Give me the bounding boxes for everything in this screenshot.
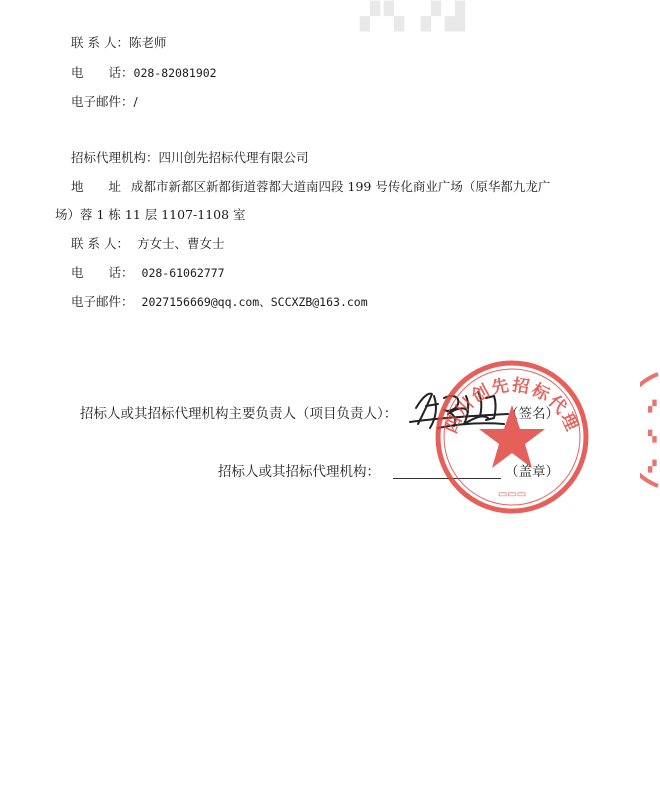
agency-email-value: 2027156669@qq.com、SCCXZB@163.com <box>141 295 368 309</box>
agency-value: 四川创先招标代理有限公司 <box>158 150 309 165</box>
agency-contact-label: 联 系 人： <box>71 236 129 251</box>
agency-email-label: 电子邮件： <box>71 294 134 309</box>
agency-contact-value: 方女士、曹女士 <box>136 236 225 251</box>
contact-person-row <box>71 35 166 51</box>
svg-text:▞: ▞ <box>648 400 657 413</box>
seal-star-icon <box>479 405 545 468</box>
agency-phone-row <box>71 265 225 281</box>
svg-text:▚: ▚ <box>648 430 657 443</box>
seal-label: 招标人或其招标代理机构： <box>218 464 380 480</box>
email-value: / <box>133 94 138 109</box>
agency-label: 招标代理机构： <box>71 150 159 165</box>
principal-signature-row <box>80 405 397 423</box>
agency-phone-label: 电 话： <box>71 265 134 280</box>
phone-value: 028-82081902 <box>133 66 217 80</box>
company-seal <box>432 357 592 517</box>
svg-text:▞: ▞ <box>648 460 657 473</box>
email-row <box>71 94 138 110</box>
address-label: 地 址 <box>71 179 122 194</box>
address-row-continued <box>55 207 246 223</box>
principal-label: 招标人或其招标代理机构主要负责人（项目负责人）： <box>80 406 398 422</box>
agency-row <box>71 150 309 166</box>
seal-bottom-mark: ▭▭▭ <box>497 489 527 500</box>
agency-phone-value: 028-61062777 <box>141 266 225 280</box>
principal-suffix: （签名） <box>505 406 559 422</box>
phone-label: 电 话： <box>71 65 134 80</box>
agency-contact-row <box>71 236 224 252</box>
agency-seal-row <box>218 463 380 481</box>
bleed-through-mark: ▞▚ ▞▟ <box>360 2 470 32</box>
address-value-line1: 成都市新都区新都街道蓉都大道南四段 199 号传化商业广场（原华都九龙广 <box>131 179 551 194</box>
seal-text: 四川创先招标代理 <box>441 375 583 437</box>
email-label: 电子邮件： <box>71 94 134 109</box>
address-value-line2: 场）蓉 1 栋 11 层 1107-1108 室 <box>55 207 246 222</box>
address-row <box>71 179 550 195</box>
phone-row <box>71 65 217 81</box>
contact-person-label: 联 系 人： <box>71 35 129 50</box>
agency-email-row <box>71 294 368 310</box>
partial-seal-edge <box>640 370 660 490</box>
contact-person-value: 陈老师 <box>128 35 167 50</box>
seal-suffix: （盖章） <box>505 464 559 480</box>
